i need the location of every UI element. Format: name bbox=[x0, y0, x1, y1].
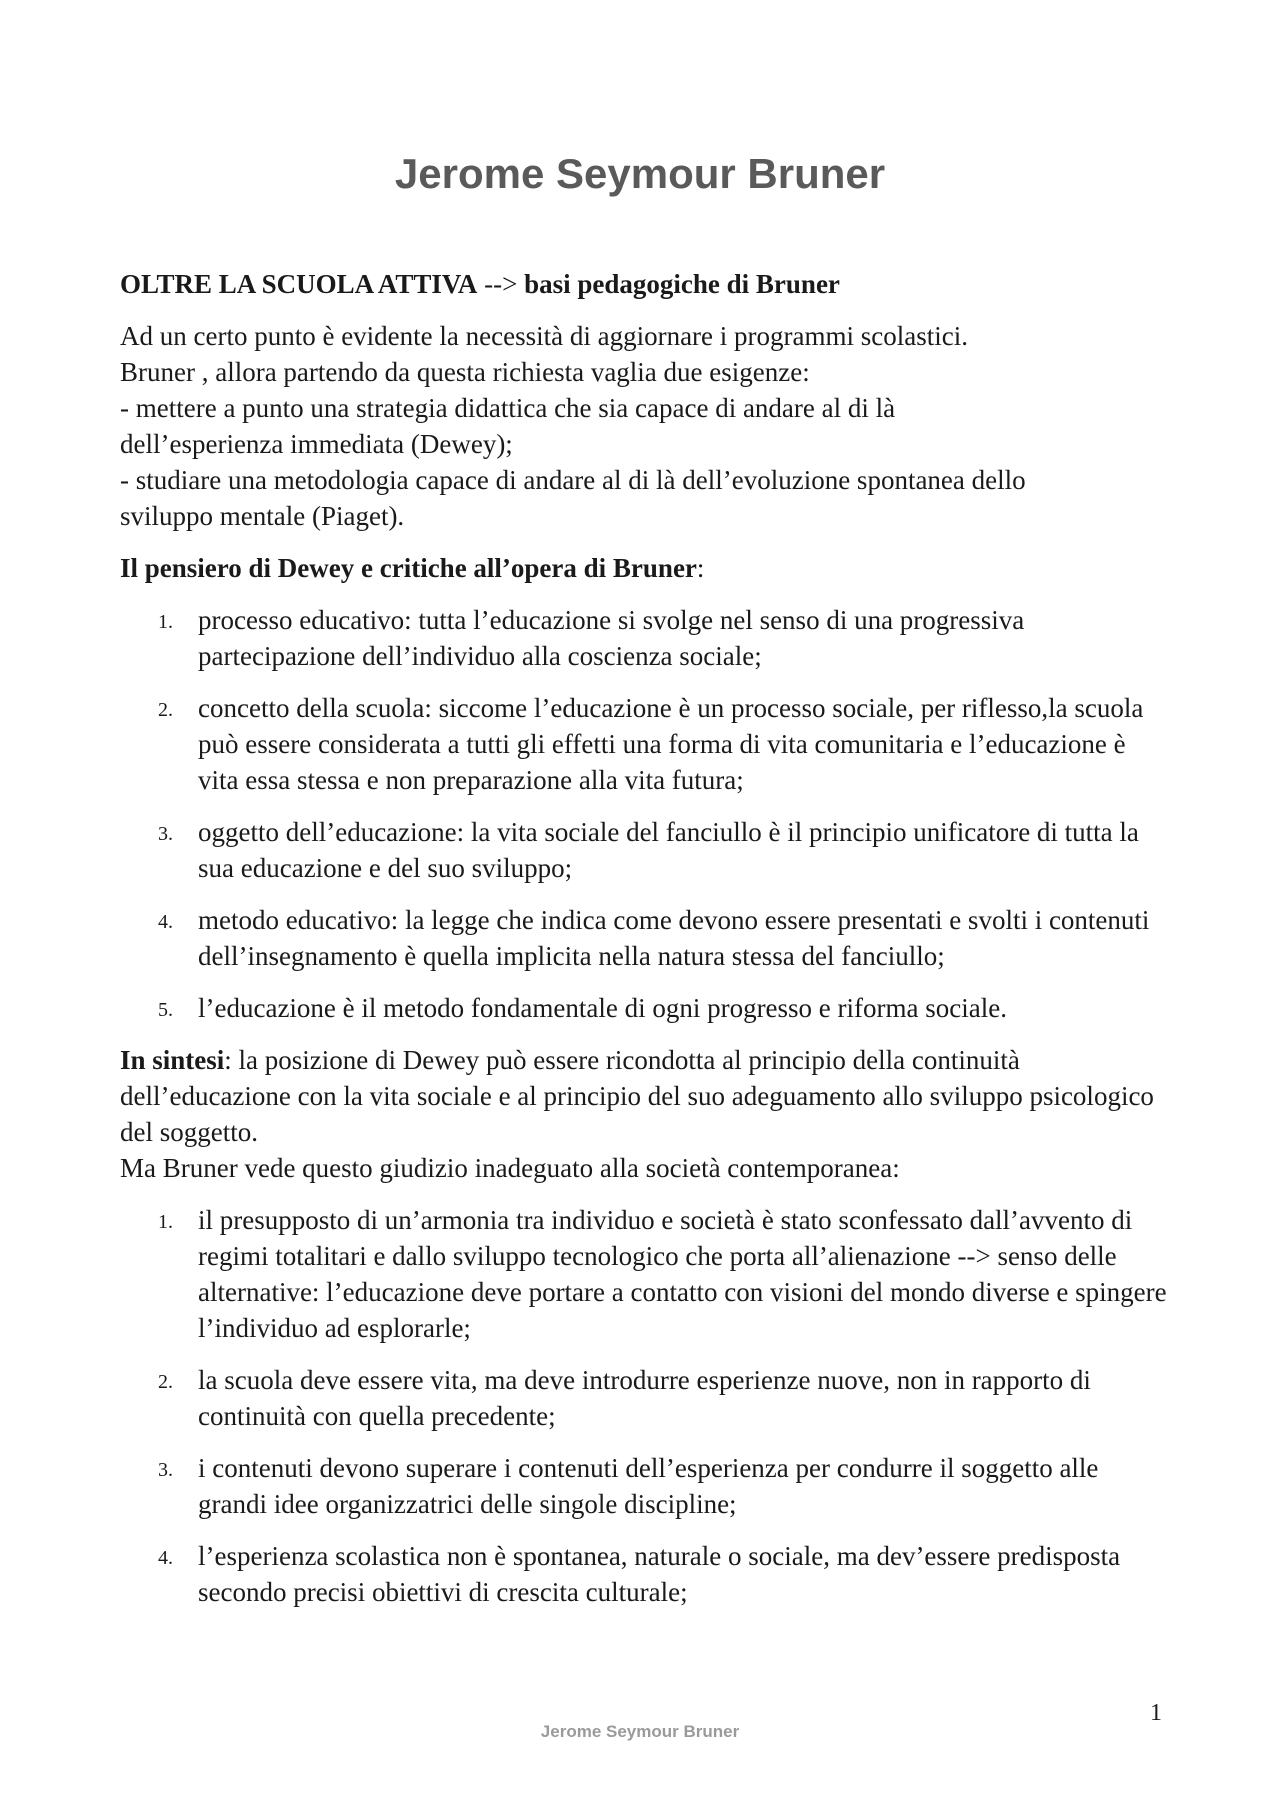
section-heading-arrow: --> bbox=[477, 269, 525, 299]
list-item-text: processo educativo: tutta l’educazione si svolge nel senso di una progressiva partecipazione dell’individuo alla coscienza sociale; bbox=[198, 605, 1025, 671]
intro-line: - studiare una metodologia capace di andare al di là dell’evoluzione spontanea dello bbox=[120, 465, 1026, 495]
list-item-number: 4. bbox=[158, 911, 173, 933]
list-item-text: metodo educativo: la legge che indica come devono essere presentati e svolti i contenuti dell’insegnamento è quella implicita nella natura stessa del fanciullo; bbox=[198, 905, 1150, 971]
list-item-number: 3. bbox=[158, 823, 173, 845]
dewey-heading bbox=[120, 550, 1170, 586]
list-item-text: la scuola deve essere vita, ma deve introdurre esperienze nuove, non in rapporto di continuità con quella precedente; bbox=[198, 1365, 1091, 1431]
intro-line: dell’esperienza immediata (Dewey); bbox=[120, 429, 513, 459]
intro-line: - mettere a punto una strategia didattica che sia capace di andare al di là bbox=[120, 393, 896, 423]
list-item-text: l’esperienza scolastica non è spontanea, naturale o sociale, ma dev’essere predisposta secondo precisi obiettivi di crescita culturale; bbox=[198, 1541, 1121, 1607]
list-item-text: il presupposto di un’armonia tra individuo e società è stato sconfessato dall’avvento di regimi totalitari e dallo sviluppo tecnologico che porta all’alienazione --> senso delle alternative: l’educazione deve portare a contatto con visioni del mondo diverse e spingere l’individuo ad esplorarle; bbox=[198, 1205, 1167, 1343]
list-item bbox=[120, 1362, 1170, 1434]
list-item-number: 2. bbox=[158, 1371, 173, 1393]
bruner-points-list bbox=[120, 1202, 1170, 1610]
list-item-number: 1. bbox=[158, 611, 173, 633]
document-body bbox=[120, 266, 1170, 1626]
summary-paragraph bbox=[120, 1042, 1170, 1150]
section-heading-part2: basi pedagogiche di Bruner bbox=[524, 269, 840, 299]
list-item bbox=[120, 902, 1170, 974]
list-item-text: l’educazione è il metodo fondamentale di ogni progresso e riforma sociale. bbox=[198, 993, 1007, 1023]
intro-line: Ad un certo punto è evidente la necessità di aggiornare i programmi scolastici. bbox=[120, 321, 968, 351]
dewey-heading-colon: : bbox=[696, 553, 705, 583]
list-item-number: 4. bbox=[158, 1547, 173, 1569]
intro-line: Bruner , allora partendo da questa richiesta vaglia due esigenze: bbox=[120, 357, 810, 387]
document-title: Jerome Seymour Bruner bbox=[394, 150, 886, 197]
list-item bbox=[120, 1202, 1170, 1346]
list-item-text: concetto della scuola: siccome l’educazione è un processo sociale, per riflesso,la scuola può essere considerata a tutti gli effetti una forma di vita comunitaria e l’educazione è vita essa stessa e non preparazione alla vita futura; bbox=[198, 693, 1144, 795]
list-item bbox=[120, 690, 1170, 798]
list-item bbox=[120, 1538, 1170, 1610]
section-heading-part1: OLTRE LA SCUOLA ATTIVA bbox=[120, 269, 478, 299]
list-item bbox=[120, 814, 1170, 886]
list-item-number: 1. bbox=[158, 1211, 173, 1233]
dewey-points-list bbox=[120, 602, 1170, 1026]
intro-line: sviluppo mentale (Piaget). bbox=[120, 501, 405, 531]
section-heading bbox=[120, 266, 1170, 302]
page-footer: Jerome Seymour Bruner bbox=[540, 1722, 740, 1741]
list-item-text: i contenuti devono superare i contenuti dell’esperienza per condurre il soggetto alle grandi idee organizzatrici delle singole discipline; bbox=[198, 1453, 1099, 1519]
summary-label: In sintesi bbox=[120, 1045, 225, 1075]
page-number: 1 bbox=[1150, 1700, 1162, 1726]
bruner-intro: Ma Bruner vede questo giudizio inadeguato alla società contemporanea: bbox=[120, 1153, 900, 1183]
list-item bbox=[120, 1450, 1170, 1522]
intro-paragraph bbox=[120, 318, 1170, 534]
list-item bbox=[120, 602, 1170, 674]
list-item-number: 2. bbox=[158, 699, 173, 721]
list-item bbox=[120, 990, 1170, 1026]
dewey-heading-text: Il pensiero di Dewey e critiche all’opera di Bruner bbox=[120, 553, 697, 583]
list-item-text: oggetto dell’educazione: la vita sociale del fanciullo è il principio unificatore di tutta la sua educazione e del suo sviluppo; bbox=[198, 817, 1139, 883]
list-item-number: 5. bbox=[158, 999, 173, 1021]
summary-text: : la posizione di Dewey può essere ricondotta al principio della continuità dell’educazione con la vita sociale e al principio del suo adeguamento allo sviluppo psicologico del soggetto. bbox=[120, 1045, 1154, 1147]
list-item-number: 3. bbox=[158, 1459, 173, 1481]
